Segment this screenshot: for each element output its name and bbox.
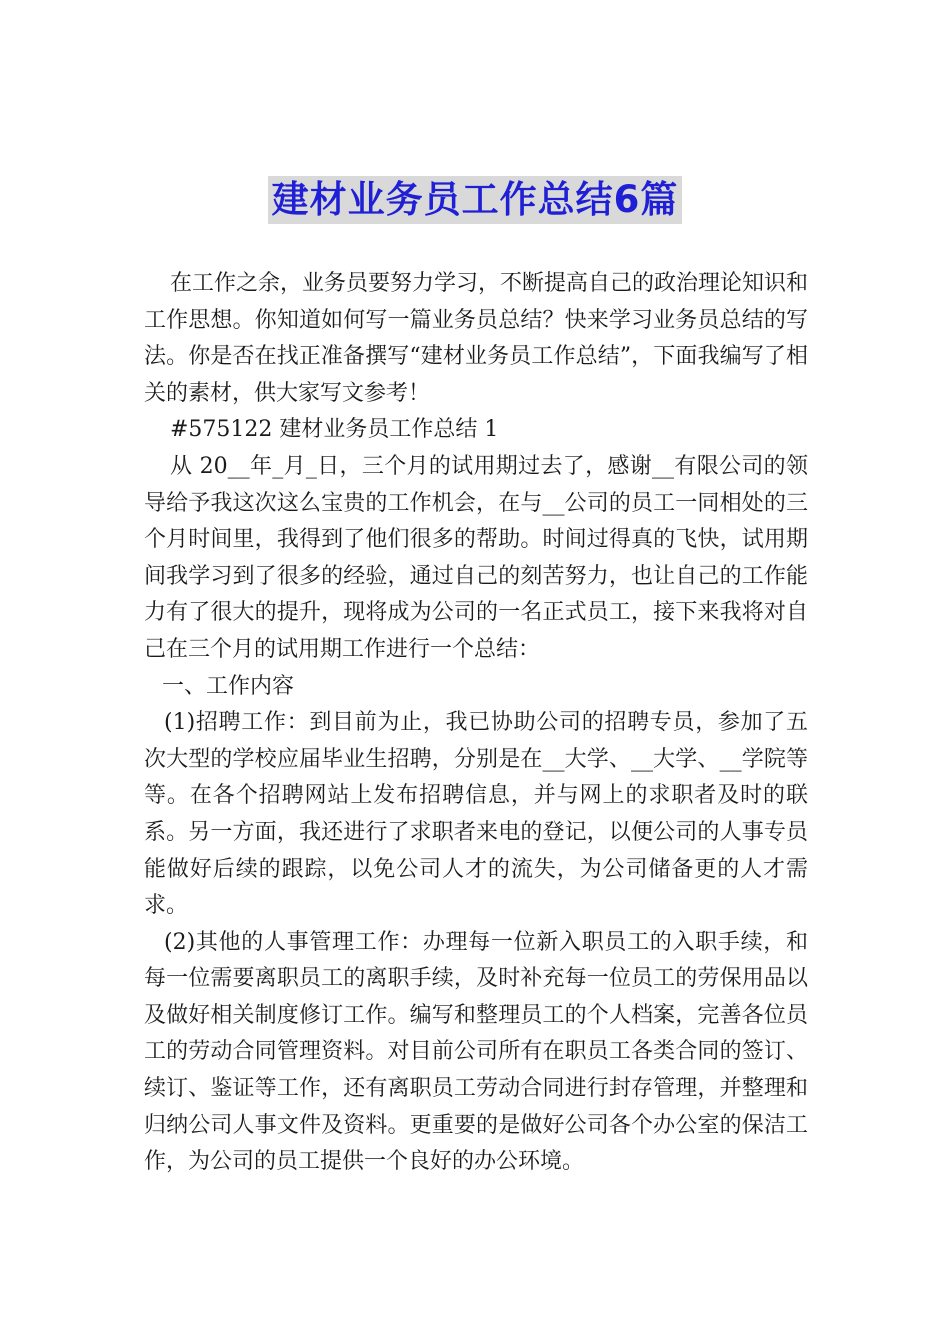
recruitment-paragraph: (1)招聘工作：到目前为止，我已协助公司的招聘专员，参加了五次大型的学校应届毕业生招聘，分别是在__大学、__大学、__学院等等。在各个招聘网站上发布招聘信息，并与网上的求职者及时的联系。另一方面，我还进行了求职者来电的登记，以便公司的人事专员能做好后续的跟踪，以免公司人才的流失，为公司储备更的人才需求。 — [144, 710, 808, 919]
document-title: 建材业务员工作总结6篇 — [268, 176, 683, 224]
work-content-heading: 一、工作内容 — [162, 673, 295, 699]
document-body — [144, 266, 808, 1181]
title-container — [0, 176, 950, 224]
probation-paragraph: 从 20__年_月_日，三个月的试用期过去了，感谢__有限公司的领导给予我这次这么宝贵的工作机会，在与__公司的员工一同相处的三个月时间里，我得到了他们很多的帮助。时间过得真的飞快，试用期间我学习到了很多的经验，通过自己的刻苦努力，也让自己的工作能力有了很大的提升，现将成为公司的一名正式员工，接下来我将对自己在三个月的试用期工作进行一个总结： — [144, 453, 808, 662]
hr-management-paragraph: (2)其他的人事管理工作：办理每一位新入职员工的入职手续，和每一位需要离职员工的离职手续，及时补充每一位员工的劳保用品以及做好相关制度修订工作。编写和整理员工的个人档案，完善各位员工的劳动合同管理资料。对目前公司所有在职员工各类合同的签订、续订、鉴证等工作，还有离职员工劳动合同进行封存管理，并整理和归纳公司人事文件及资料。更重要的是做好公司各个办公室的保洁工作，为公司的员工提供一个良好的办公环境。 — [144, 929, 808, 1175]
intro-paragraph: 在工作之余，业务员要努力学习，不断提高自己的政治理论知识和工作思想。你知道如何写一篇业务员总结？快来学习业务员总结的写法。你是否在找正准备撰写“建材业务员工作总结”，下面我编写了相关的素材，供大家写文参考！ — [144, 271, 809, 406]
section-heading-summary-1: #575122 建材业务员工作总结 1 — [170, 417, 499, 443]
